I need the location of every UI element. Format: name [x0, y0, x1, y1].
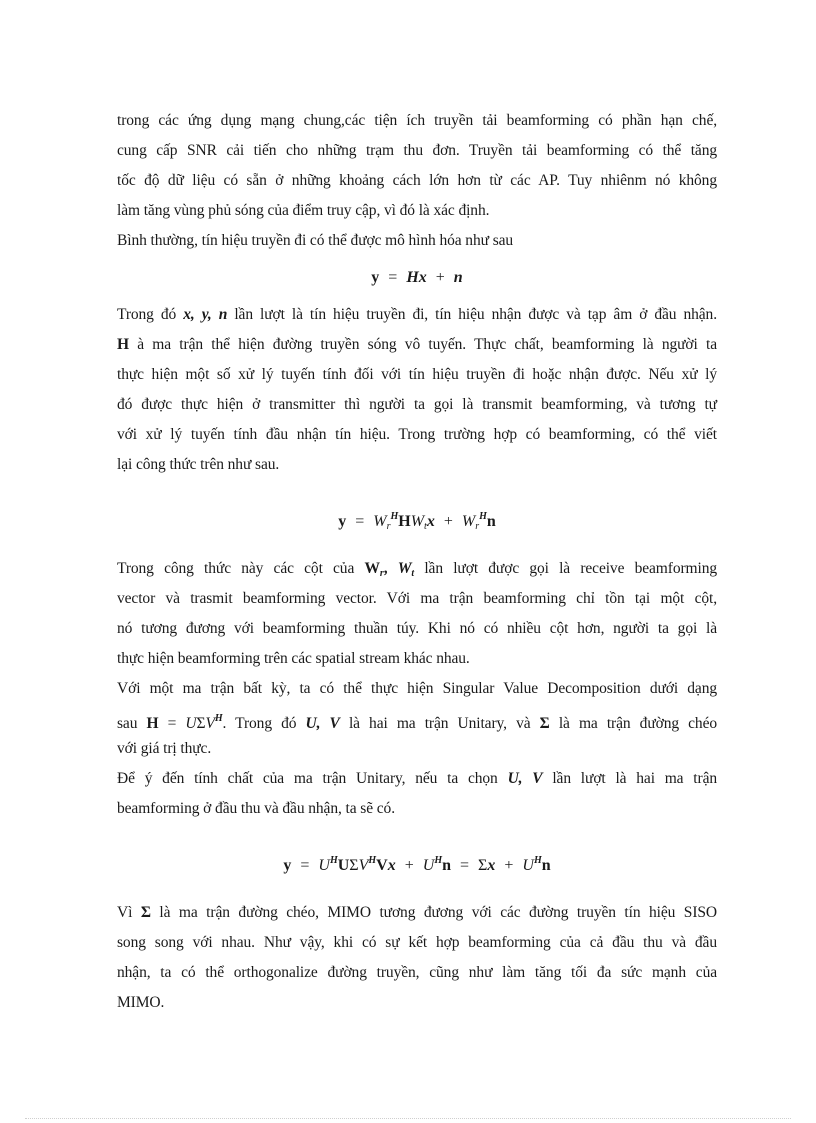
paragraph-beamforming-vectors [117, 554, 717, 674]
math-Sigma: Σ [349, 857, 359, 874]
text-line: MIMO. [117, 994, 165, 1011]
equation-signal-model [117, 260, 717, 296]
math-H: H [146, 715, 159, 732]
math-equals: = [300, 857, 310, 874]
paragraph-definitions [117, 300, 717, 480]
text-line [117, 704, 717, 734]
math-H: H [398, 513, 411, 530]
math-x: x [387, 857, 396, 874]
text-span: là ma trận đường chéo, MIMO tương đương với các đường truyền tín hiệu SISO [159, 904, 718, 921]
math-y: y [338, 513, 347, 530]
text-line: Bình thường, tín hiệu truyền đi có thể được mô hình hóa như sau [117, 232, 514, 249]
text-line: lại công thức trên như sau. [117, 456, 280, 473]
math-sup-H: H [368, 855, 377, 866]
page-bottom-rule [25, 1118, 791, 1119]
math-n: n [453, 269, 463, 286]
text-span: Trong đó [117, 306, 177, 323]
text-line: Với một ma trận bất kỳ, ta có thể thực hiện Singular Value Decomposition dưới dạng [117, 680, 717, 697]
math-equals: = [167, 715, 177, 732]
math-n: n [486, 513, 496, 530]
math-UV: U, V [507, 770, 543, 787]
text-span: Trong công thức này các cột của [117, 560, 355, 577]
math-plus: + [404, 857, 414, 874]
paragraph-svd [117, 674, 717, 764]
math-sub-r: r [386, 521, 391, 532]
paragraph-unitary [117, 764, 717, 824]
math-equals: = [355, 513, 365, 530]
math-U: U [318, 857, 330, 874]
text-line: đó được thực hiện ở transmitter thì người ta gọi là transmit beamforming, và tương tự [117, 396, 717, 413]
text-span: lần lượt là tín hiệu truyền đi, tín hiệu nhận được và tạp âm ở đầu nhận. [234, 306, 717, 323]
math-sub-r: r [379, 568, 384, 579]
paragraph-conclusion [117, 898, 717, 1018]
math-V: V [376, 857, 388, 874]
math-H: H [406, 269, 419, 286]
math-sup-H: H [329, 855, 338, 866]
math-Wr: $W_r$, $W_t$ [364, 560, 415, 579]
math-V: V [358, 857, 369, 874]
math-sub-t: t [411, 568, 415, 579]
math-V: V [205, 715, 215, 732]
math-W: W [461, 513, 476, 530]
math-U: U [422, 857, 435, 874]
math-n: n [541, 857, 551, 874]
math-U: U [185, 715, 197, 732]
paragraph-intro [117, 106, 717, 226]
text-line [117, 300, 717, 330]
text-line: cung cấp SNR cải tiến cho những trạm thu đơn. Truyền tải beamforming có thể tăng [117, 142, 717, 159]
text-span: là ma trận đường chéo [558, 715, 718, 732]
math-W: W [397, 560, 412, 577]
math-U: U [522, 857, 534, 874]
text-span: lần lượt là hai ma trận [552, 770, 717, 787]
math-sup-H: H [390, 511, 399, 522]
text-span: lần lượt được gọi là receive beamforming [424, 560, 718, 577]
math-UV: U, V [305, 715, 340, 732]
text-span: Để ý đến tính chất của ma trận Unitary, nếu ta chọn [117, 770, 498, 787]
math-y: y [371, 269, 380, 286]
math-sup-H: H [479, 511, 487, 522]
text-span: . Trong đó [222, 715, 297, 732]
text-span: Vì [117, 904, 133, 921]
text-line [117, 898, 717, 928]
text-line: thực hiện một số xử lý tuyến tính đối với tín hiệu truyền đi hoặc nhận được. Nếu xử lý [117, 366, 717, 383]
math-W: W [364, 560, 380, 577]
text-line: với giá trị thực. [117, 740, 212, 757]
text-line [117, 764, 717, 794]
document-page [117, 106, 717, 1018]
text-span: à ma trận thể hiện đường truyền sóng vô tuyến. Thực chất, beamforming là người ta [137, 336, 717, 353]
math-W: W [373, 513, 387, 530]
text-line: với xử lý tuyến tính đầu nhận tín hiệu. Trong trường hợp có beamforming, có thể viết [117, 426, 717, 443]
text-line [117, 330, 717, 360]
text-line: song song với nhau. Như vậy, khi có sự kết hợp beamforming của cả đầu thu và đầu [117, 934, 717, 951]
math-sub-t: t [424, 521, 427, 532]
text-line: làm tăng vùng phủ sóng của điểm truy cập, vì đó là xác định. [117, 202, 490, 219]
math-sub-r: r [475, 521, 480, 532]
text-line: vector và trasmit beamforming vector. Với ma trận beamforming chỉ tồn tại một cột, [117, 590, 717, 607]
math-plus: + [504, 857, 514, 874]
equation-beamforming [117, 490, 717, 544]
text-line: tốc độ dữ liệu có sẵn ở những khoảng cách lớn hơn từ các AP. Tuy nhiênm nó không [117, 172, 717, 189]
math-plus: + [443, 513, 453, 530]
math-W: W [410, 513, 425, 530]
equation-svd-beamforming [117, 834, 717, 888]
math-sup-H: H [434, 855, 443, 866]
text-span: là hai ma trận Unitary, và [348, 715, 531, 732]
math-equals: = [460, 857, 470, 874]
math-xyn: x, y, n [183, 306, 228, 323]
math-H: H [117, 336, 129, 353]
text-line: nó tương đương với beamforming thuần túy. Khi nó có nhiều cột hơn, người ta gọi là [117, 620, 717, 637]
math-x: x [426, 513, 435, 530]
math-Sigma: Σ [539, 715, 550, 732]
text-line [117, 554, 717, 584]
math-U: U [337, 857, 350, 874]
math-y: y [283, 857, 292, 874]
math-sup-H: H [533, 855, 542, 866]
math-x: x [418, 269, 427, 286]
text-line: beamforming ở đầu thu và đầu nhận, ta sẽ có. [117, 800, 395, 817]
math-n: n [442, 857, 452, 874]
math-plus: + [435, 269, 445, 286]
math-sup-H: H [214, 713, 223, 724]
math-equals: = [388, 269, 398, 286]
text-line: trong các ứng dụng mạng chung,các tiện ích truyền tải beamforming có phần hạn chế, [117, 112, 717, 129]
text-line: nhận, ta có thể orthogonalize đường truyền, cũng như làm tăng tối đa sức mạnh của [117, 964, 717, 981]
text-span: sau [117, 715, 138, 732]
math-Sigma: Σ [140, 904, 151, 921]
math-Sigma: Σ [196, 715, 206, 732]
math-x: x [487, 857, 496, 874]
math-Sigma: Σ [478, 857, 488, 874]
text-line: thực hiện beamforming trên các spatial stream khác nhau. [117, 650, 470, 667]
